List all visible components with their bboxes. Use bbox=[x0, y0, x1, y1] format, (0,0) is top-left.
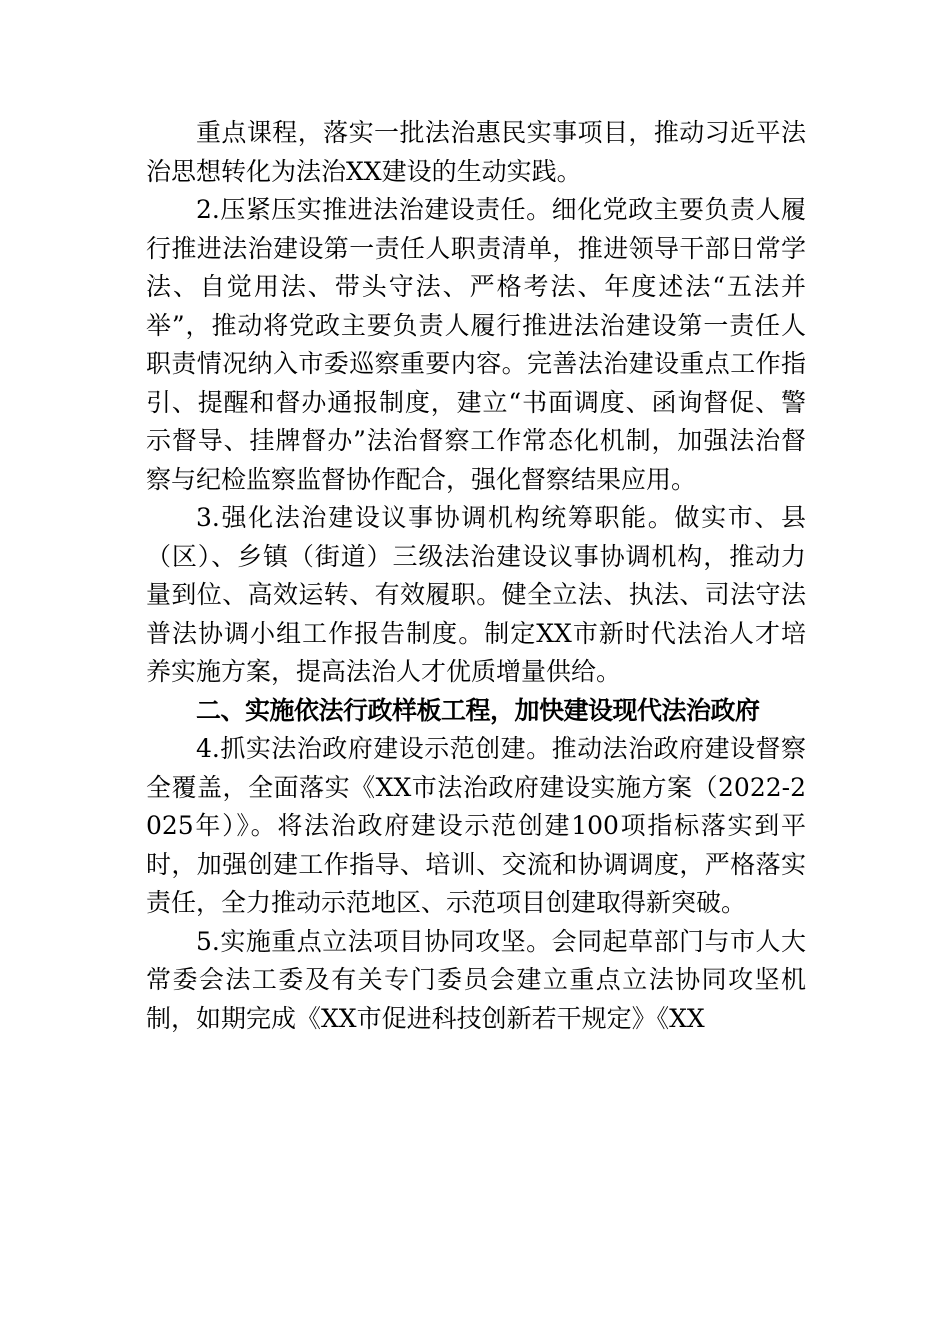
paragraph-item-2: 2.压紧压实推进法治建设责任。细化党政主要负责人履行推进法治建设第一责任人职责清单，推进领导干部日常学法、自觉用法、带头守法、严格考法、年度述法“五法并举”，推动将党政主要负责人履行推进法治建设第一责任人职责情况纳入市委巡察重要内容。完善法治建设重点工作指引、提醒和督办通报制度，建立“书面调度、函询督促、警示督导、挂牌督办”法治督察工作常态化机制，加强法治督察与纪检监察监督协作配合，强化督察结果应用。 bbox=[146, 195, 806, 494]
document-page bbox=[146, 114, 806, 1038]
section-heading-2: 二、实施依法行政样板工程，加快建设现代法治政府 bbox=[196, 695, 760, 725]
paragraph-item-4: 4.抓实法治政府建设示范创建。推动法治政府建设督察全覆盖，全面落实《XX市法治政府建设实施方案（2022-2025年）》。将法治政府建设示范创建100项指标落实到平时，加强创建工作指导、培训、交流和协调调度，严格落实责任，全力推动示范地区、示范项目创建取得新突破。 bbox=[146, 734, 806, 917]
paragraph-item-3: 3.强化法治建设议事协调机构统筹职能。做实市、县（区）、乡镇（街道）三级法治建设议事协调机构，推动力量到位、高效运转、有效履职。健全立法、执法、司法守法普法协调小组工作报告制度。制定XX市新时代法治人才培养实施方案，提高法治人才优质增量供给。 bbox=[146, 503, 806, 686]
paragraph-item-5: 5.实施重点立法项目协同攻坚。会同起草部门与市人大常委会法工委及有关专门委员会建立重点立法协同攻坚机制，如期完成《XX市促进科技创新若干规定》《XX bbox=[146, 926, 806, 1033]
paragraph-continued: 重点课程，落实一批法治惠民实事项目，推动习近平法治思想转化为法治XX建设的生动实践。 bbox=[146, 118, 806, 186]
